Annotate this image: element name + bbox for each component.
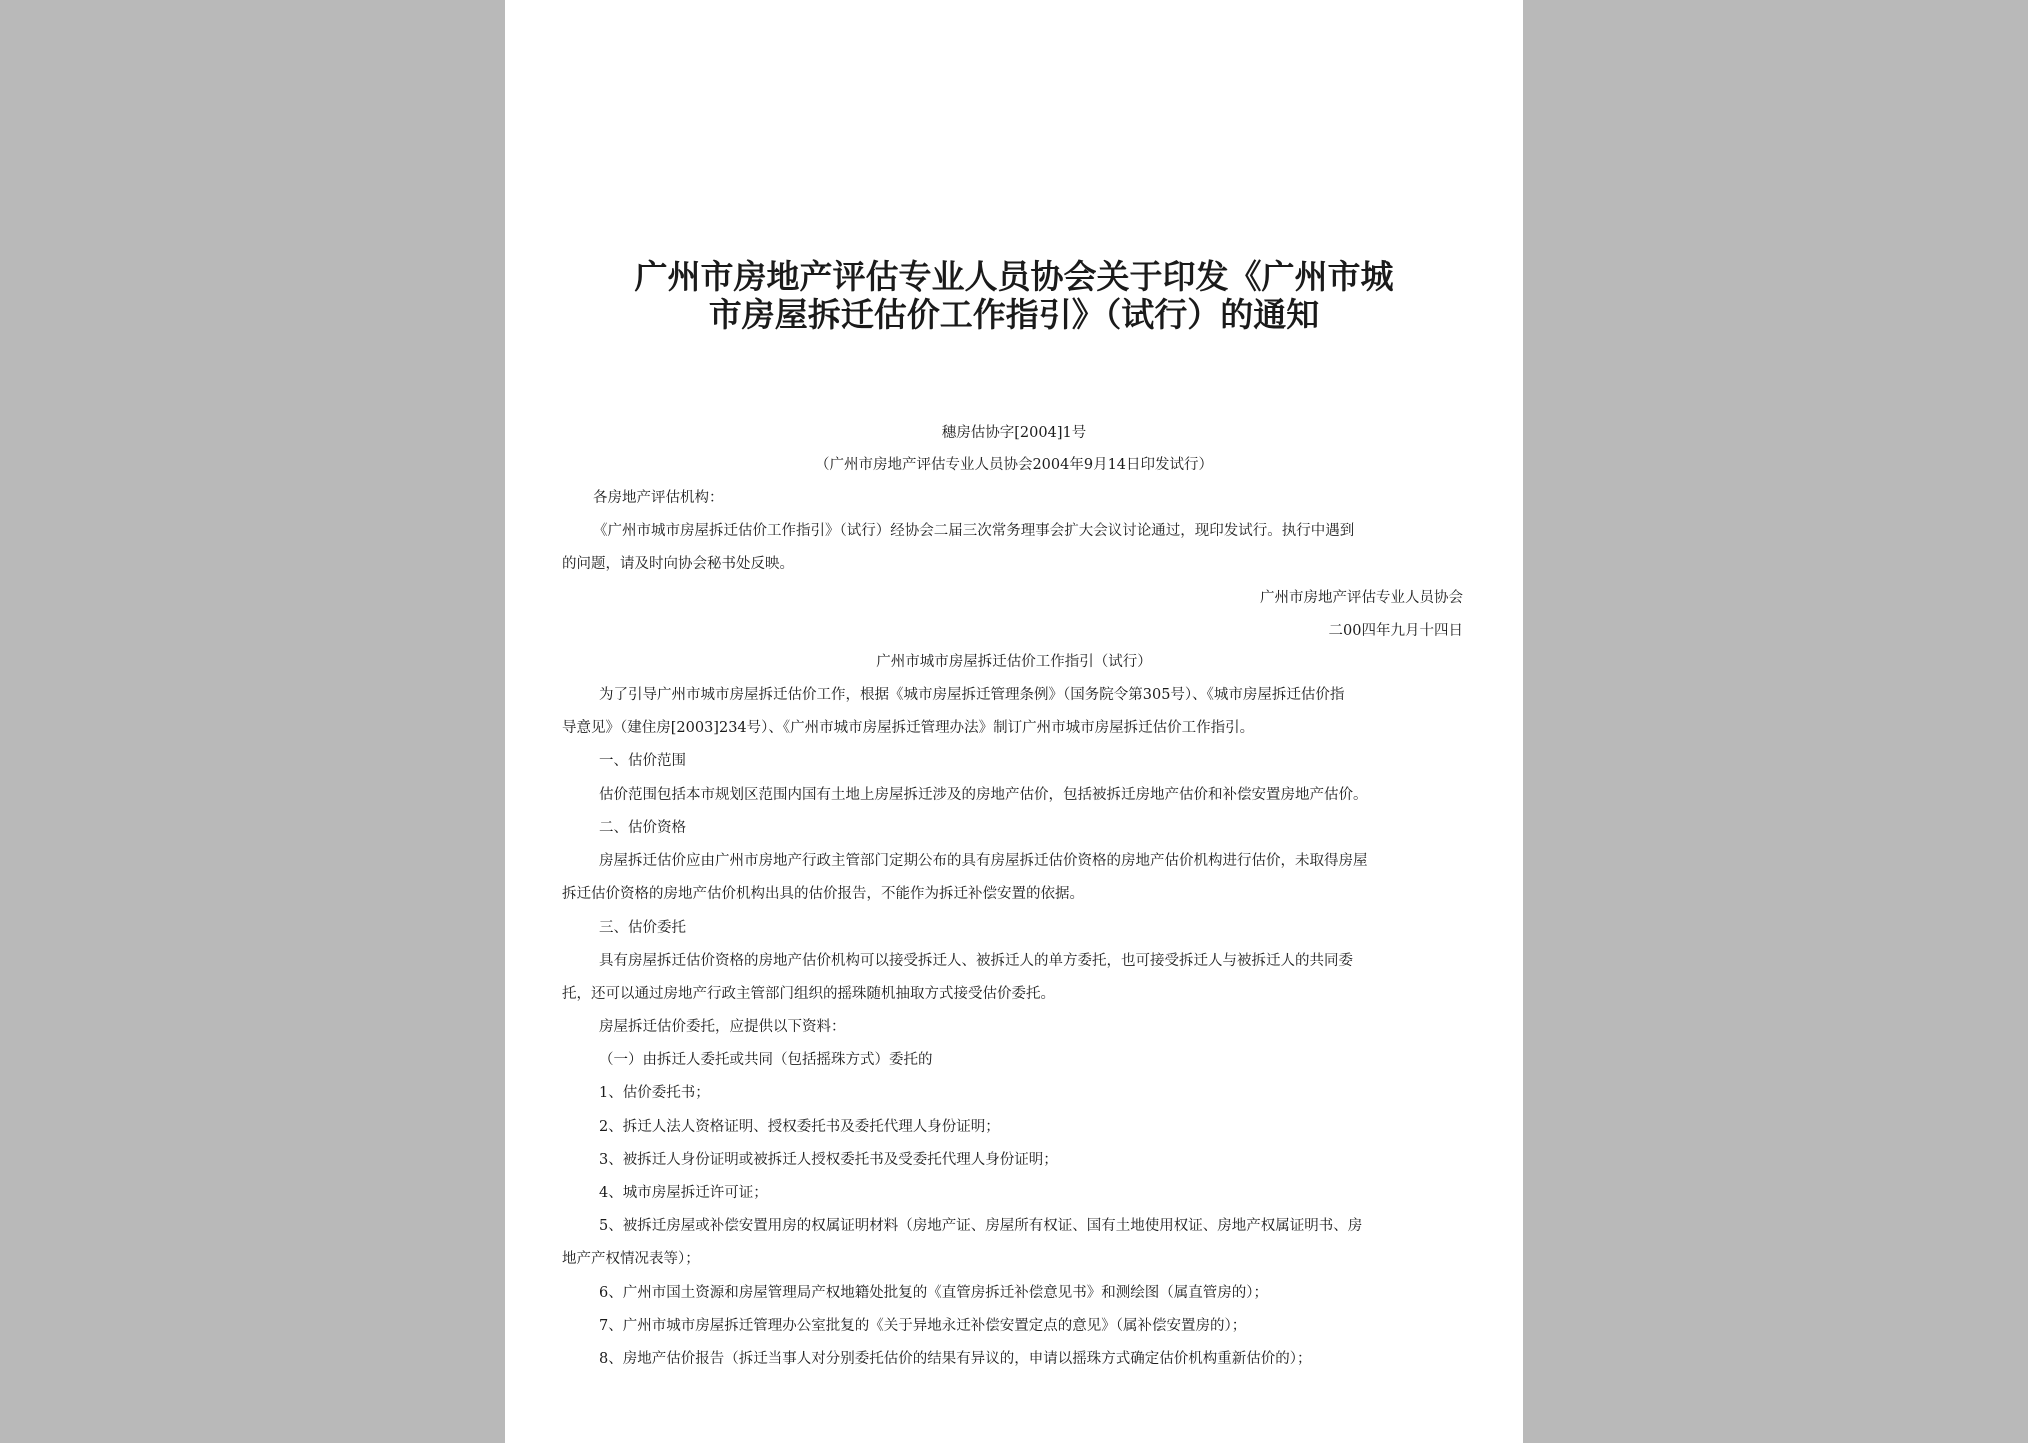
document-page — [505, 0, 1523, 1443]
salutation: 各房地产评估机构： — [593, 490, 724, 506]
section-1-heading: 一、估价范围 — [599, 753, 686, 769]
section-2-heading: 二、估价资格 — [599, 820, 686, 836]
signature-date: 二00四年九月十四日 — [1328, 623, 1463, 639]
subsection-1-heading: （一）由拆迁人委托或共同（包括摇珠方式）委托的 — [599, 1052, 933, 1068]
guide-title: 广州市城市房屋拆迁估价工作指引（试行） — [876, 654, 1152, 670]
list-item: 7、广州市城市房屋拆迁管理办公室批复的《关于异地永迁补偿安置定点的意见》（属补偿安置房的）； — [599, 1318, 1247, 1334]
issue-note: （广州市房地产评估专业人员协会2004年9月14日印发试行） — [814, 457, 1214, 473]
section-3-heading: 三、估价委托 — [599, 920, 686, 936]
list-item: 4、城市房屋拆迁许可证； — [599, 1185, 768, 1201]
section-2-body-line-2: 拆迁估价资格的房地产估价机构出具的估价报告，不能作为拆迁补偿安置的依据。 — [562, 886, 1084, 902]
list-item: 5、被拆迁房屋或补偿安置用房的权属证明材料（房地产证、房屋所有权证、国有土地使用权证、房地产权属证明书、房 — [599, 1218, 1363, 1234]
title-line-2: 市房屋拆迁估价工作指引》（试行）的通知 — [708, 295, 1320, 334]
list-item-continued: 地产产权情况表等）； — [562, 1251, 700, 1267]
section-1-body: 估价范围包括本市规划区范围内国有土地上房屋拆迁涉及的房地产估价，包括被拆迁房地产估价和补偿安置房地产估价。 — [599, 787, 1368, 803]
preamble-line-2: 导意见》（建住房[2003]234号）、《广州市城市房屋拆迁管理办法》制订广州市城市房屋拆迁估价工作指引。 — [562, 720, 1255, 736]
list-item: 8、房地产估价报告（拆迁当事人对分别委托估价的结果有异议的，申请以摇珠方式确定估价机构重新估价的）； — [599, 1351, 1312, 1367]
list-item: 6、广州市国土资源和房屋管理局产权地籍处批复的《直管房拆迁补偿意见书》和测绘图（属直管房的）； — [599, 1285, 1268, 1301]
signature-org: 广州市房地产评估专业人员协会 — [1260, 590, 1463, 606]
intro-line-1: 《广州市城市房屋拆迁估价工作指引》（试行）经协会二届三次常务理事会扩大会议讨论通过，现印发试行。执行中遇到 — [593, 523, 1355, 539]
preamble-line-1: 为了引导广州市城市房屋拆迁估价工作，根据《城市房屋拆迁管理条例》（国务院令第305号）、《城市房屋拆迁估价指 — [599, 687, 1345, 703]
section-2-body-line-1: 房屋拆迁估价应由广州市房地产行政主管部门定期公布的具有房屋拆迁估价资格的房地产估价机构进行估价，未取得房屋 — [599, 853, 1368, 869]
document-title — [575, 258, 1453, 334]
title-line-1: 广州市房地产评估专业人员协会关于印发《广州市城 — [634, 257, 1394, 296]
doc-number: 穗房估协字[2004]1号 — [941, 425, 1087, 441]
intro-line-2: 的问题，请及时向协会秘书处反映。 — [562, 556, 794, 572]
section-3-body-line-1: 具有房屋拆迁估价资格的房地产估价机构可以接受拆迁人、被拆迁人的单方委托，也可接受拆迁人与被拆迁人的共同委 — [599, 953, 1353, 969]
list-item: 3、被拆迁人身份证明或被拆迁人授权委托书及受委托代理人身份证明； — [599, 1152, 1058, 1168]
list-item: 2、拆迁人法人资格证明、授权委托书及委托代理人身份证明； — [599, 1119, 1000, 1135]
list-item: 1、估价委托书； — [599, 1085, 710, 1101]
materials-intro: 房屋拆迁估价委托，应提供以下资料： — [599, 1019, 846, 1035]
section-3-body-line-2: 托，还可以通过房地产行政主管部门组织的摇珠随机抽取方式接受估价委托。 — [562, 986, 1055, 1002]
